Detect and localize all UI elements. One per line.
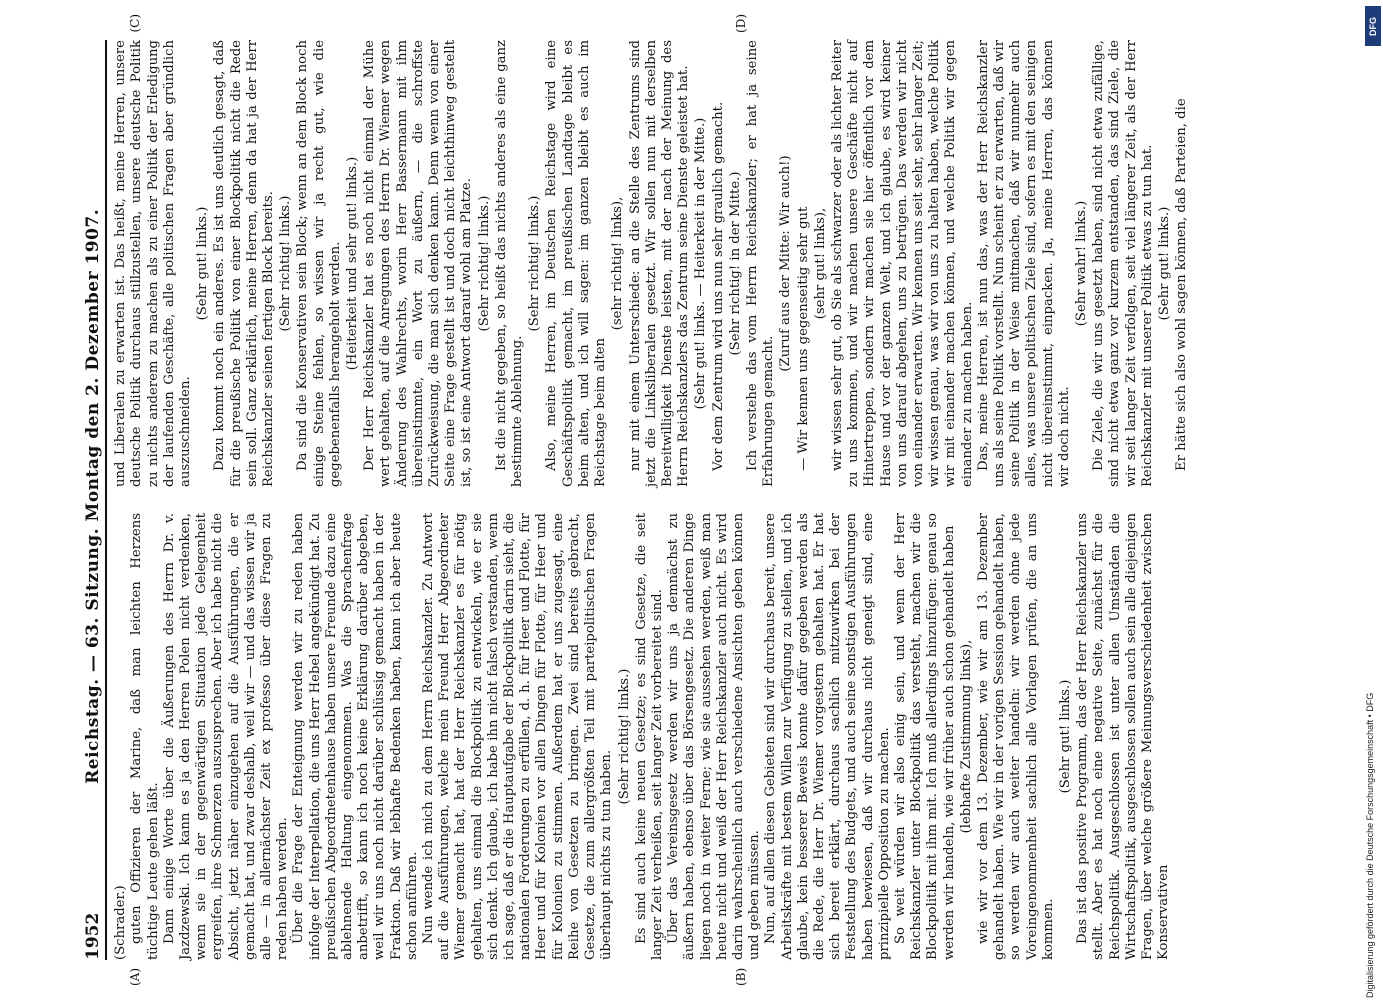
left-column: [113, 513, 1190, 986]
interjection: (Sehr gut! links.): [1057, 679, 1073, 794]
paragraph: Also, meine Herren, im Deutschen Reichstage wird eine Geschäftspolitik gemacht, im preußischen Landtage bleibt es beim alten, und ich will sagen: im ganzen bleibt es auch im Reichstage beim alten: [544, 40, 609, 487]
paragraph: — Wir kennen uns gegenseitig sehr gut: [795, 206, 811, 471]
paragraph: wir wissen sehr gut, ob Sie als schwarzer oder als lichter Reiter zu uns kommen, und wir machen unsere Geschäfte nicht auf Hintertreppen, sondern wir machen sie hier öffentlich vor dem Hause und vor der ganzen Welt, und ich glaube, es wird keiner von uns darauf abgehen, uns zu betrügen. Das werden wir nicht von einander erwarten. Wir kennen uns seit sehr, sehr langer Zeit; wir wissen genau, was wir von uns zu halten haben, welche Politik wir mit einander machen können, und welche Politik wir gegen einander zu machen haben.: [829, 40, 975, 487]
page-number: 1952: [83, 912, 103, 960]
paragraph: Nun wende ich mich zu dem Herrn Reichskanzler. Zu Antwort auf die Ausführungen, welche mein Freund Herr Abgeordneter Wiemer gemacht hat, hat der Herr Reichskanzler es für nötig gehalten, uns einmal die Blockpolitik zu entwickeln, wie er sie sich denkt. Ich glaube, ich habe ihn nicht falsch verstanden, wenn ich sage, daß er die Hauptaufgabe der Blockpolitik darin sieht, die nationalen Forderungen zu erfüllen, d. h. für Heer und Flotte, für Heer und für Kolonien vor allen Dingen für Flotte, für Heer und für Kolonien zu stimmen. Außerdem hat er uns zugesagt, eine Reihe von Gesetzen zu bringen. Zwei sind bereits gebracht, Gesetze, die zum allergrößten Teil mit parteipolitischen Fragen überhaupt nichts zu tun haben.: [421, 513, 615, 960]
interjection: (Zuruf aus der Mitte: Wir auch!): [778, 155, 794, 372]
interjection: (Sehr richtig! links.): [278, 195, 294, 332]
margin-marker-a: (A): [128, 967, 143, 986]
dfg-logo: DFG: [1365, 6, 1381, 46]
paragraph: Dazu kommt noch ein anderes. Es ist uns deutlich gesagt, daß für die preußische Politik von einer Blockpolitik nicht die Rede sein soll. Ganz erklärlich, meine Herren, denn da hat ja der Herr Reichskanzler seinen fertigen Block bereits.: [212, 40, 277, 487]
paragraph: Da sind die Konservativen sein Block; wenn an dem Block noch einige Steine fehlen, so wissen wir ja recht gut, wie die gegebenenfalls herangeholt werden.: [295, 40, 343, 487]
interjection: (Sehr gut! links.): [195, 206, 211, 321]
margin-marker-b: (B): [734, 967, 749, 986]
digitization-credit: Digitalisierung gefördert durch die Deutsche Forschungsgemeinschaft • DFG: [1365, 692, 1375, 998]
paragraph: und Liberalen zu erwarten ist. Das heißt, meine Herren, unsere deutsche Politik durchaus stillzustellen, unsere deutsche Politik zu nichts anderem zu machen als zu einer Politik der Erledigung der laufenden Geschäfte, alle politischen Fragen aber gründlich auszuschneiden.: [113, 40, 194, 487]
paragraph: wie wir vor dem 13. Dezember, wie wir am 13. Dezember gehandelt haben. Wie wir in der vorigen Session gehandelt haben, so werden wir auch weiter handeln: wir werden ohne jede Voreingenommenheit sachlich alle Vorlagen prüfen, die an uns kommen.: [975, 513, 1056, 960]
paragraph: Das, meine Herren, ist nun das, was der Herr Reichskanzler uns als seine Politik vorstellt. Nun scheint er zu erwarten, daß wir seine Politik in der Weise mitmachen, daß wir nunmehr auch alles, was unsere politischen Ziele sind, sofern es mit den seinigen nicht übereinstimmt, einpacken. Ja, meine Herren, das können wir doch nicht.: [975, 40, 1072, 487]
interjection: (Heiterkeit und sehr gut! links.): [345, 156, 361, 371]
margin-marker-d: (D): [734, 14, 749, 33]
paragraph: So weit würden wir also einig sein, und wenn der Herr Reichskanzler unter Blockpolitik das versteht, machen wir die Blockpolitik mit ihm mit. Ich muß allerdings hinzufügen: genau so werden wir handeln, wie wir früher auch schon gehandelt haben: [892, 513, 957, 960]
paragraph: Vor dem Zentrum wird uns nun sehr graulich gemacht.: [710, 101, 726, 471]
paragraph: Die Ziele, die wir uns gesetzt haben, sind nicht etwa zufällige, sind nicht etwa ganz vor kurzem entstanden, das sind Ziele, die wir seit langer Zeit verfolgen, seit viel längerer Zeit, als der Herr Reichskanzler mit unserer Politik etwas zu tun hat.: [1091, 40, 1155, 487]
page-title: Reichstag. — 63. Sitzung. Montag den 2. Dezember 1907.: [83, 208, 103, 784]
interjection: (Sehr wahr! links.): [1073, 200, 1089, 327]
right-column: [113, 14, 1190, 487]
interjection: (Sehr gut! links. — Heiterkeit in der Mitte.): [693, 117, 709, 410]
interjection: (Sehr richtig! in der Mitte.): [727, 171, 743, 356]
interjection: (Sehr richtig! links.): [616, 668, 632, 805]
paragraph: Dann einige Worte über die Äußerungen des Herrn Dr. v. Jazdzewski. Ich kann es ja den Herren Polen nicht verdenken, wenn sie in der gegenwärtigen Situation jede Gelegenheit ergreifen, ihre Schmerzen auszusprechen. Aber ich habe nicht die Absicht, jetzt näher einzugehen auf die Ausführungen, die er gemacht hat, und zwar deshalb, weil wir — und das wissen wir ja alle — in allernächster Zeit ex professo über diese Fragen zu reden haben werden.: [161, 513, 291, 960]
paragraph: Nun, auf allen diesen Gebieten sind wir durchaus bereit, unsere Arbeitskräfte mit bestem Willen zur Verfügung zu stellen, und ich glaube, kein besserer Beweis konnte dafür gegeben werden als die Rede, die Herr Dr. Wiemer vorgestern gehalten hat. Er hat sich bereit erklärt, durchaus sachlich mitzuwirken bei der Feststellung des Budgets, und auch seine sonstigen Ausführungen haben bewiesen, daß wir durchaus nicht geneigt sind, eine prinzipielle Opposition zu machen.: [763, 513, 892, 960]
paragraph: guten Offizieren der Marine, daß man leichten Herzens tüchtige Leute gehen läßt.: [129, 513, 161, 960]
interjection: (sehr gut! links),: [812, 207, 828, 320]
paragraph: Ich verstehe das vom Herrn Reichskanzler; er hat ja seine Erfahrungen gemacht.: [744, 40, 777, 487]
interjection: (Sehr richtig! links.): [527, 195, 543, 332]
paragraph: Über das Vereinsgesetz werden wir uns ja demnächst zu äußern haben, ebenso über das Börsengesetz. Die anderen Dinge liegen noch in weiter Ferne; wie sie aussehen werden, weiß man heute nicht und weiß der Herr Reichskanzler auch nicht. Es wird darin wahrscheinlich auch verschiedene Ansichten geben können und geben müssen.: [666, 513, 763, 960]
interjection: (sehr richtig! links),: [610, 196, 626, 331]
margin-marker-c: (C): [128, 14, 143, 33]
document-page: [55, 0, 1305, 1000]
text-columns: [113, 14, 1190, 986]
paragraph: nur mit einem Unterschiede: an die Stelle des Zentrums sind jetzt die Linksliberalen gesetzt. Wir sollen nun mit derselben Bereitwilligkeit Dienste leisten, mit der nach der Meinung des Herrn Reichskanzlers das Zentrum seine Dienste geleistet hat.: [627, 40, 692, 487]
paragraph: Der Herr Reichskanzler hat es noch nicht einmal der Mühe wert gehalten, auf die Anregungen des Herrn Dr. Wiemer wegen Änderung des Wahlrechts, worin Herr Bassermann mit ihm übereinstimmte, ein Wort zu äußern, — die schroffste Zurückweisung, die man sich denken kann. Denn wenn von einer Seite eine Frage gestellt ist und doch nicht leichthinweg gestellt ist, so ist eine Antwort darauf wohl am Platze.: [362, 40, 475, 487]
running-head: [85, 40, 107, 960]
interjection: (Sehr richtig! links.): [476, 195, 492, 332]
paragraph: Ist die nicht gegeben, so heißt das nichts anderes als eine ganz bestimmte Ablehnung.: [493, 40, 526, 487]
paragraph: Über die Frage der Enteignung werden wir zu reden haben infolge der Interpellation, die uns Herr Hebel angekündigt hat. Zu preußischen Abgeordnetenhause haben unsere Freunde dazu eine ablehnende Haltung eingenommen. Was die Sprachenfrage anbetrifft, so kann ich noch keine Erklärung darüber abgeben, weil wir uns noch nicht darüber schlüssig gemacht haben in der Fraktion. Daß wir lebhafte Bedenken haben, kann ich aber heute schon anführen.: [291, 513, 420, 960]
interjection: (lebhafte Zustimmung links),: [958, 639, 974, 834]
paragraph: Er hätte sich also wohl sagen können, daß Parteien, die: [1174, 98, 1190, 471]
interjection: (Sehr gut! links.): [1157, 206, 1172, 321]
paragraph: Es sind auch keine neuen Gesetze; es sind Gesetze, die seit langer Zeit verheißen, seit langer Zeit vorbereitet sind.: [633, 513, 665, 960]
interjection: (Schrader.): [113, 885, 129, 960]
paragraph: Das ist das positive Programm, das der Herr Reichskanzler uns stellt. Aber es hat noch eine negative Seite, zunächst für die Reichspolitik. Ausgeschlossen ist unter allen Umständen die Wirtschaftspolitik, ausgeschlossen sollen auch sein alle diejenigen Fragen, über welche größere Meinungsverschiedenheit zwischen Konservativen: [1075, 513, 1172, 960]
